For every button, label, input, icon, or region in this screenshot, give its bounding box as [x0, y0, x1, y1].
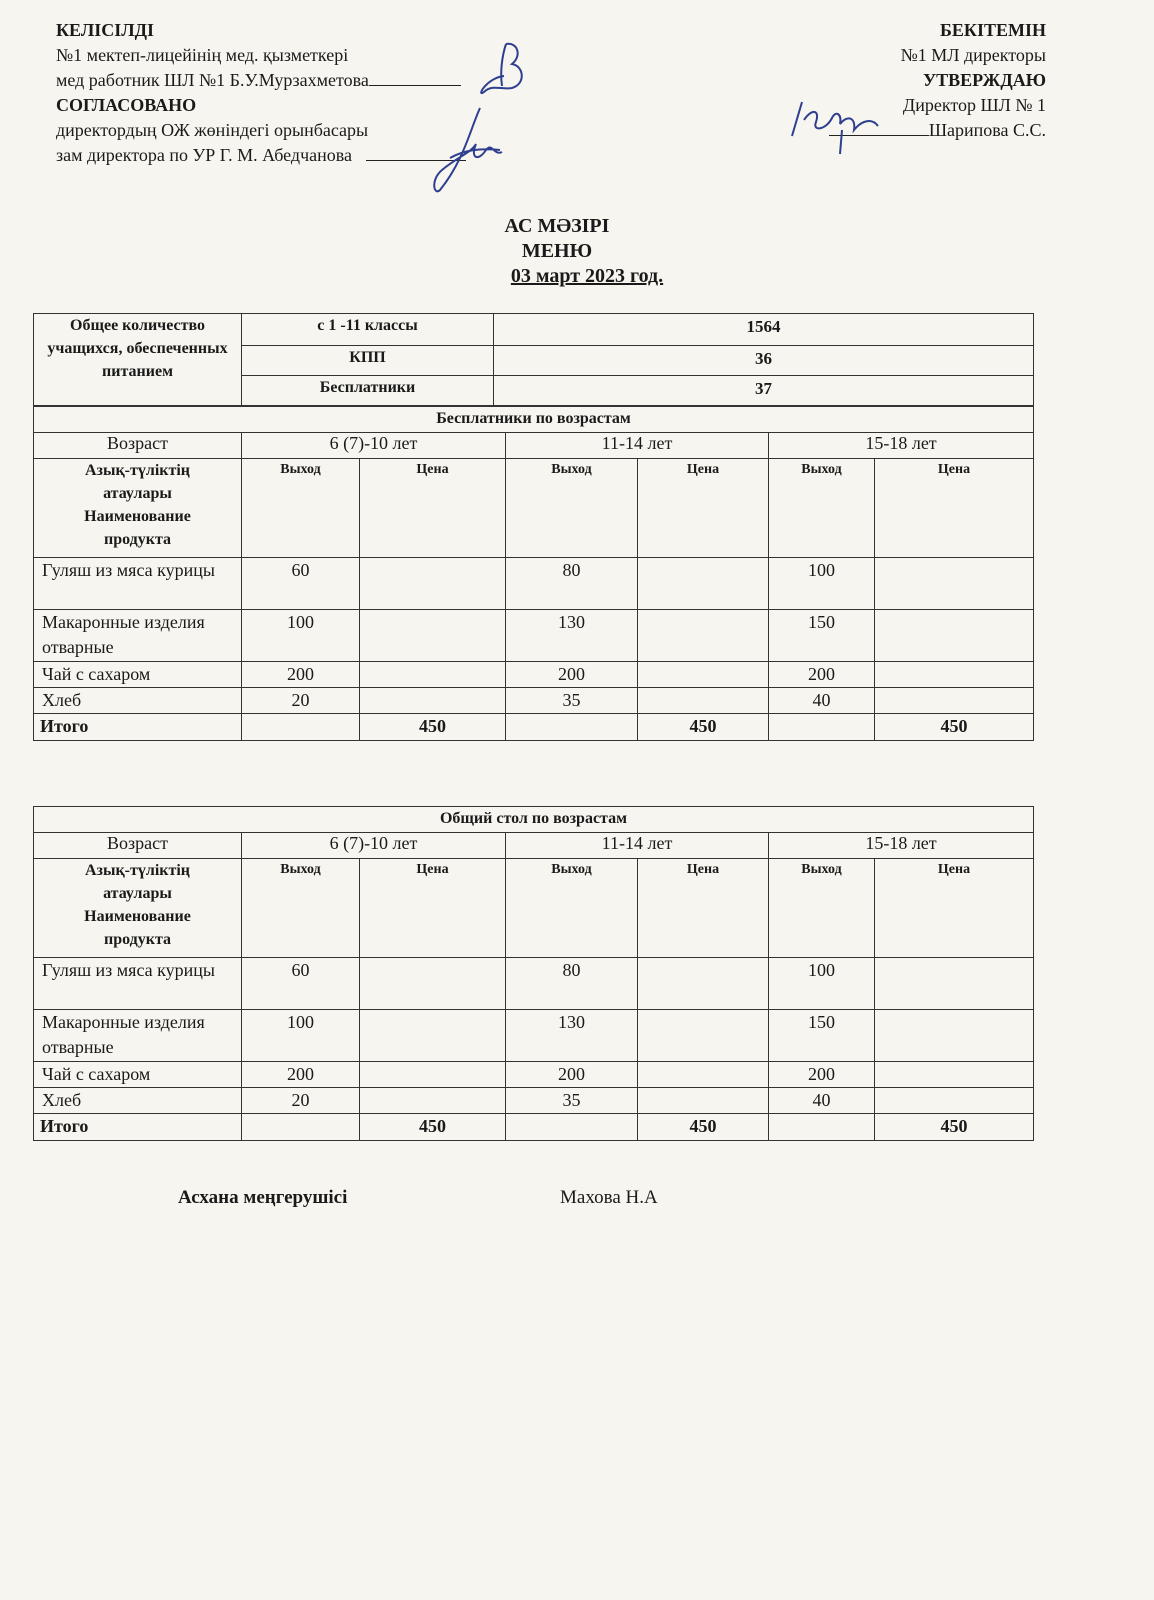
- title-kazakh: АС МӘЗІРІ: [504, 215, 610, 237]
- price-header: Цена: [360, 459, 506, 558]
- output-value: 80: [506, 558, 638, 610]
- product-header-line: атаулары: [103, 885, 172, 902]
- output-value: 35: [506, 1088, 638, 1114]
- agreed-line-2: №1 мектеп-лицейінің мед. қызметкері: [56, 45, 349, 65]
- document-title: [0, 214, 1154, 289]
- free-meals-table: [33, 406, 1034, 741]
- output-value: 150: [769, 610, 875, 662]
- total-label: Итого: [34, 1114, 242, 1141]
- total-value: 450: [875, 1114, 1034, 1141]
- output-value: 20: [242, 1088, 360, 1114]
- product-header-line: Наименование: [84, 508, 191, 525]
- table-row: [34, 662, 1034, 688]
- age-label: Возраст: [34, 833, 242, 859]
- summary-table: [33, 313, 1034, 406]
- output-value: 150: [769, 1010, 875, 1062]
- product-name: Хлеб: [34, 688, 242, 714]
- product-header: [34, 459, 242, 558]
- product-header-line: Наименование: [84, 908, 191, 925]
- output-value: 200: [242, 662, 360, 688]
- footer-name: Махова Н.А: [560, 1187, 658, 1208]
- age-group: 15-18 лет: [769, 833, 1034, 859]
- output-value: 130: [506, 1010, 638, 1062]
- title-russian: МЕНЮ: [521, 240, 593, 262]
- signature-director: [782, 90, 892, 160]
- output-value: 200: [242, 1062, 360, 1088]
- summary-row-name: Бесплатники: [242, 376, 494, 406]
- output-value: 200: [769, 1062, 875, 1088]
- approved-by-heading: СОГЛАСОВАНО: [56, 95, 197, 115]
- product-name: Макаронные изделия отварные: [34, 610, 242, 662]
- age-group: 6 (7)-10 лет: [242, 833, 506, 859]
- product-name: Гуляш из мяса курицы: [34, 958, 242, 1010]
- summary-label: Общее количество учащихся, обеспеченных питанием: [34, 314, 242, 406]
- total-value: 450: [638, 714, 769, 741]
- table-row: [34, 1088, 1034, 1114]
- product-header-line: атаулары: [103, 485, 172, 502]
- product-name: Макаронные изделия отварные: [34, 1010, 242, 1062]
- age-group: 11-14 лет: [506, 433, 769, 459]
- approve-heading: БЕКІТЕМІН: [940, 20, 1046, 40]
- agreed-line-3: мед работник ШЛ №1 Б.У.Мурзахметова: [56, 70, 369, 90]
- product-header-line: продукта: [103, 531, 172, 548]
- product-name: Хлеб: [34, 1088, 242, 1114]
- product-header-line: Азық-түліктің: [84, 862, 191, 879]
- price-header: Цена: [875, 859, 1034, 958]
- age-group: 11-14 лет: [506, 833, 769, 859]
- table-caption: Общий стол по возрастам: [34, 807, 1034, 833]
- table-caption: Бесплатники по возрастам: [34, 407, 1034, 433]
- signature-deputy: [420, 100, 520, 200]
- footer-role: Асхана меңгерушісі: [178, 1187, 348, 1208]
- approve-line-2: №1 МЛ директоры: [900, 45, 1046, 65]
- output-value: 40: [769, 1088, 875, 1114]
- price-header: Цена: [638, 859, 769, 958]
- table-row: [34, 1010, 1034, 1062]
- output-value: 200: [506, 1062, 638, 1088]
- price-header: Цена: [875, 459, 1034, 558]
- total-value: 450: [360, 714, 506, 741]
- table-row: [34, 688, 1034, 714]
- output-value: 100: [769, 558, 875, 610]
- output-header: Выход: [242, 859, 360, 958]
- table-row: [34, 558, 1034, 610]
- output-value: 100: [242, 1010, 360, 1062]
- agreed-line-6: зам директора по УР Г. М. Абедчанова: [56, 145, 353, 165]
- product-name: Чай с сахаром: [34, 662, 242, 688]
- summary-row-name: КПП: [242, 346, 494, 376]
- output-value: 60: [242, 958, 360, 1010]
- output-value: 130: [506, 610, 638, 662]
- total-value: 450: [360, 1114, 506, 1141]
- product-name: Гуляш из мяса курицы: [34, 558, 242, 610]
- output-value: 200: [506, 662, 638, 688]
- summary-row-value: 37: [494, 376, 1034, 406]
- approve-line-5: Шарипова С.С.: [928, 120, 1046, 140]
- output-value: 20: [242, 688, 360, 714]
- age-label: Возраст: [34, 433, 242, 459]
- general-table: [33, 806, 1034, 1141]
- table-row: [34, 958, 1034, 1010]
- output-header: Выход: [242, 459, 360, 558]
- price-header: Цена: [638, 459, 769, 558]
- output-header: Выход: [506, 859, 638, 958]
- table-row: [34, 610, 1034, 662]
- approve-line-4: Директор ШЛ № 1: [902, 95, 1046, 115]
- total-value: 450: [638, 1114, 769, 1141]
- output-value: 100: [769, 958, 875, 1010]
- signature-medic: [462, 36, 552, 106]
- output-value: 60: [242, 558, 360, 610]
- summary-row-name: с 1 -11 классы: [242, 314, 494, 346]
- total-row: [34, 1114, 1034, 1141]
- product-header: [34, 859, 242, 958]
- product-name: Чай с сахаром: [34, 1062, 242, 1088]
- output-header: Выход: [769, 859, 875, 958]
- approve-heading-ru: УТВЕРЖДАЮ: [922, 70, 1046, 90]
- output-header: Выход: [506, 459, 638, 558]
- title-date: 03 март 2023 год.: [510, 265, 664, 287]
- total-label: Итого: [34, 714, 242, 741]
- summary-row-value: 36: [494, 346, 1034, 376]
- output-value: 35: [506, 688, 638, 714]
- total-value: 450: [875, 714, 1034, 741]
- summary-row-value: 1564: [494, 314, 1034, 346]
- product-header-line: продукта: [103, 931, 172, 948]
- output-value: 80: [506, 958, 638, 1010]
- price-header: Цена: [360, 859, 506, 958]
- age-group: 6 (7)-10 лет: [242, 433, 506, 459]
- signature-line-medic: [369, 71, 461, 86]
- total-row: [34, 714, 1034, 741]
- age-group: 15-18 лет: [769, 433, 1034, 459]
- output-value: 100: [242, 610, 360, 662]
- output-value: 200: [769, 662, 875, 688]
- agreed-heading: КЕЛІСІЛДІ: [56, 20, 155, 40]
- product-header-line: Азық-түліктің: [84, 462, 191, 479]
- table-row: [34, 1062, 1034, 1088]
- agreed-line-5: директордың ОЖ жөніндегі орынбасары: [56, 120, 369, 140]
- output-header: Выход: [769, 459, 875, 558]
- output-value: 40: [769, 688, 875, 714]
